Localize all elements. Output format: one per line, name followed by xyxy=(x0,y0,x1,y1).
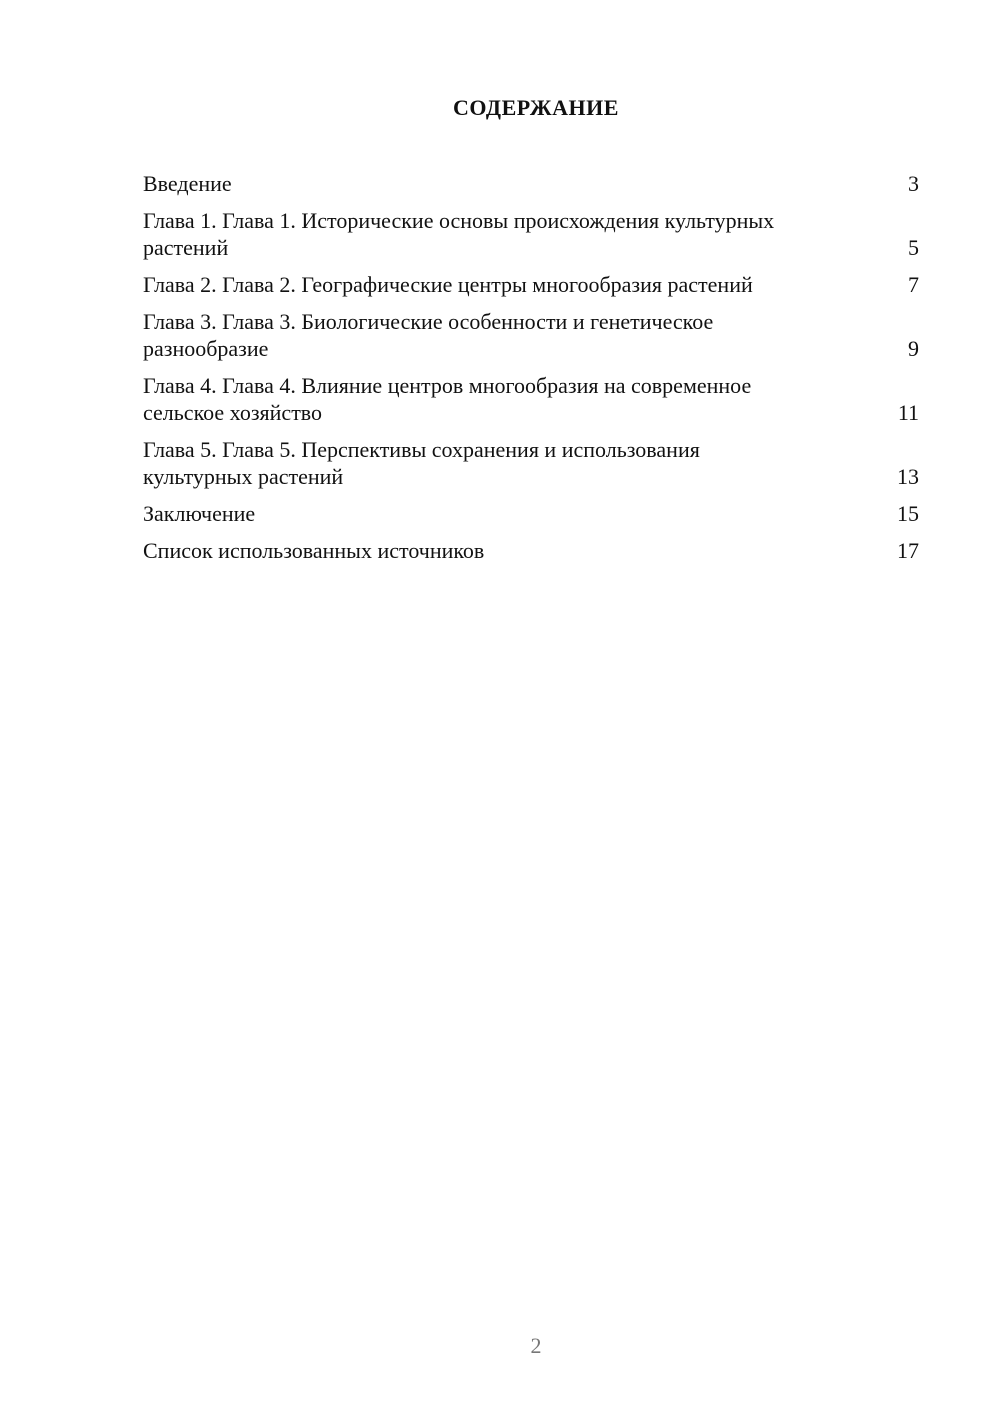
toc-entry-title: Глава 5. Глава 5. Перспективы сохранения и использования культурных растений xyxy=(143,437,700,489)
toc-entry-page: 5 xyxy=(908,235,919,260)
toc-entry-references[interactable] xyxy=(143,537,919,564)
toc-entry-title: Глава 1. Глава 1. Исторические основы происхождения культурных растений xyxy=(143,208,775,260)
toc-entry-conclusion[interactable] xyxy=(143,500,919,527)
toc-entry-title: Введение xyxy=(143,171,232,196)
toc-entry-title: Заключение xyxy=(143,501,256,526)
toc-entry-chapter-3[interactable] xyxy=(143,308,919,362)
toc-entry-chapter-4[interactable] xyxy=(143,372,919,426)
toc-entry-page: 17 xyxy=(897,538,919,563)
page-title: СОДЕРЖАНИЕ xyxy=(453,95,619,120)
toc-entry-page: 3 xyxy=(908,171,919,196)
toc-entry-introduction[interactable] xyxy=(143,170,919,197)
toc-entry-title: Глава 2. Глава 2. Географические центры многообразия растений xyxy=(143,272,753,297)
page-number: 2 xyxy=(530,1333,542,1358)
toc-entry-title: Глава 4. Глава 4. Влияние центров многообразия на современное сельское хозяйство xyxy=(143,373,752,425)
toc-entry-page: 11 xyxy=(897,400,919,425)
table-of-contents xyxy=(143,170,919,574)
toc-entry-chapter-5[interactable] xyxy=(143,436,919,490)
toc-entry-title: Глава 3. Глава 3. Биологические особенности и генетическое разнообразие xyxy=(143,309,714,361)
toc-entry-page: 15 xyxy=(897,501,919,526)
toc-entry-chapter-1[interactable] xyxy=(143,207,919,261)
toc-entry-page: 7 xyxy=(908,272,919,297)
toc-entry-page: 9 xyxy=(908,336,919,361)
toc-entry-chapter-2[interactable] xyxy=(143,271,919,298)
toc-entry-title: Список использованных источников xyxy=(143,538,485,563)
toc-entry-page: 13 xyxy=(897,464,919,489)
